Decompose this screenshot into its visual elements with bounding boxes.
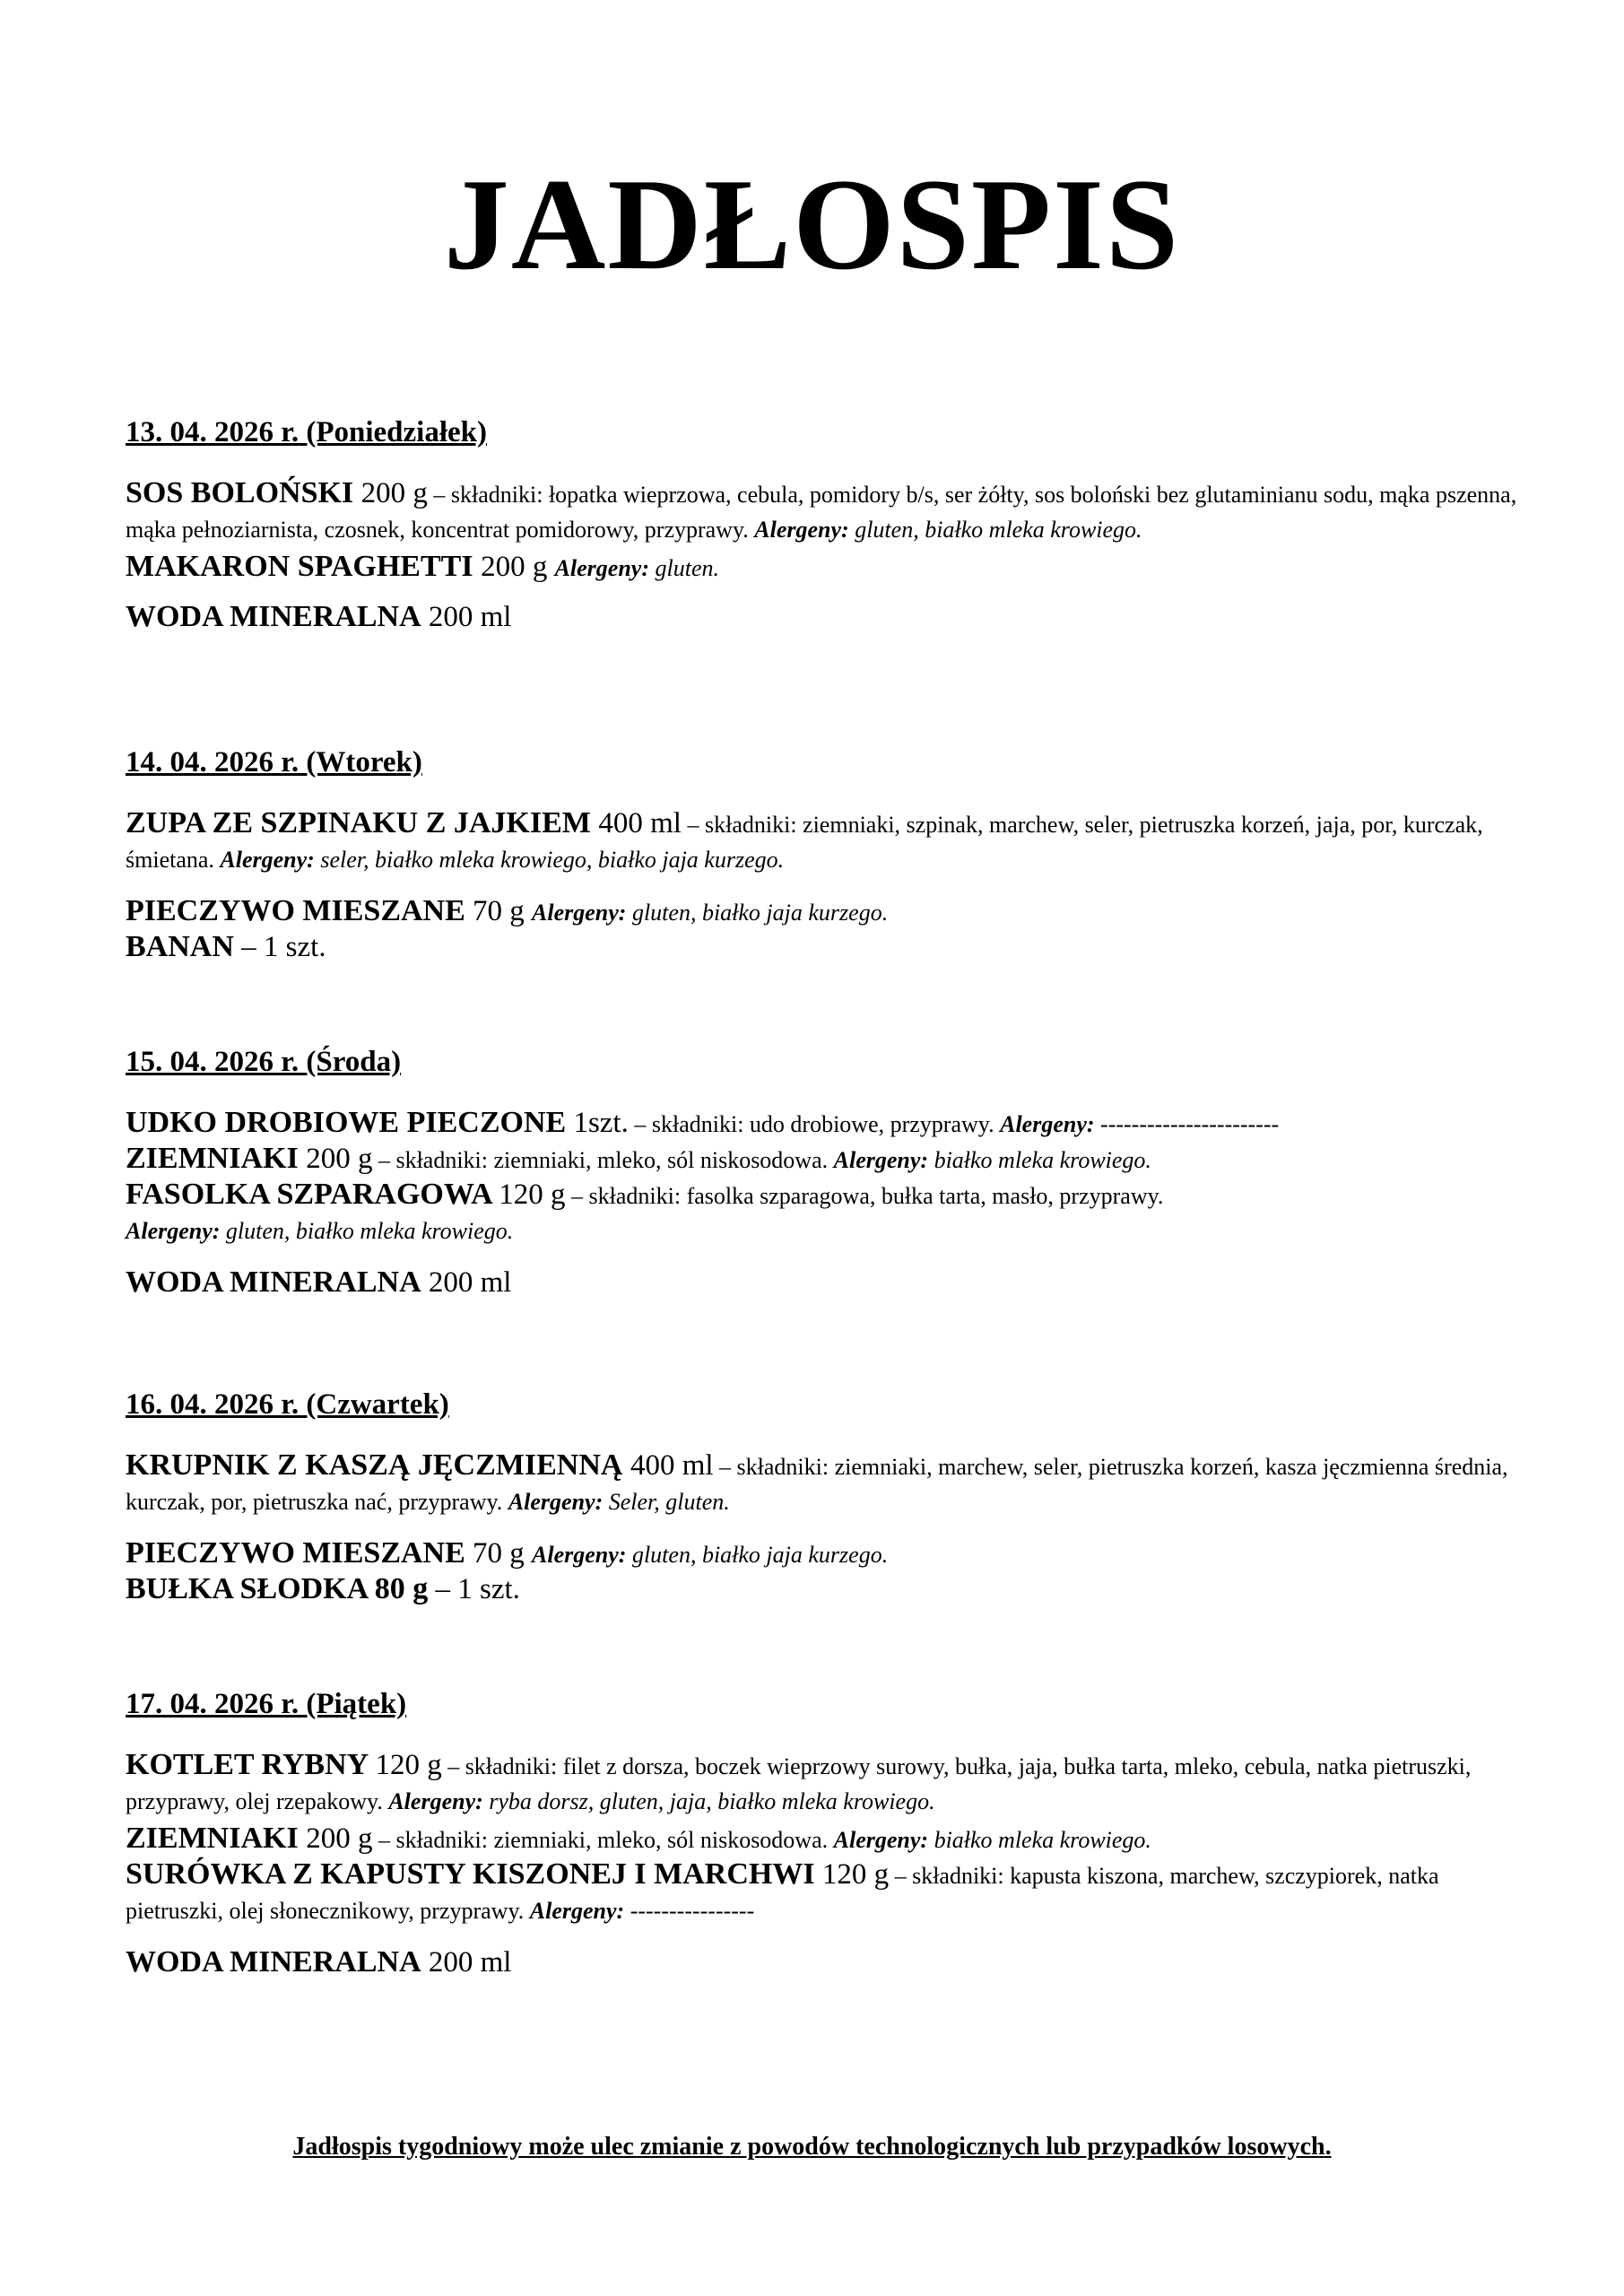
item-quantity: 200 ml [421, 1946, 512, 1979]
menu-item [126, 1747, 1524, 1821]
item-quantity: – 1 szt. [428, 1573, 520, 1605]
item-name: ZIEMNIAKI [126, 1142, 307, 1175]
page-title: JADŁOSPIS [443, 152, 1181, 297]
item-name: FASOLKA SZPARAGOWA [126, 1178, 499, 1211]
item-ingredients: – składniki: łopatka wieprzowa, cebula, pomidory b/s, ser żółty, sos boloński bez glutaminianu sodu, mąka pszenna, mąka pełnoziarnista, czosnek, koncentrat pomidorowy, przyprawy. [126, 482, 1517, 543]
allergen-list: białko mleka krowiego. [928, 1147, 1151, 1173]
menu-item [126, 1944, 1524, 1980]
menu-item [126, 805, 1524, 879]
menu-item [126, 1857, 1524, 1930]
item-name: WODA MINERALNA [126, 600, 421, 633]
day-date: 13. 04. 2026 r. (Poniedziałek) [126, 416, 488, 448]
menu-item [126, 549, 1524, 585]
item-name: BUŁKA SŁODKA 80 g [126, 1572, 429, 1605]
item-name: PIECZYWO MIESZANE [126, 1536, 465, 1570]
item-quantity: 200 ml [421, 601, 512, 633]
menu-item [126, 893, 1524, 929]
item-name: ZUPA ZE SZPINAKU Z JAJKIEM [126, 806, 599, 839]
allergen-label: Alergeny: [220, 847, 315, 873]
menu-item [126, 1571, 1524, 1607]
item-name: ZIEMNIAKI [126, 1822, 307, 1855]
item-quantity: 120 g [814, 1858, 890, 1891]
item-ingredients: – składniki: ziemniaki, mleko, sól niskosodowa. [372, 1827, 834, 1853]
item-quantity: 120 g [375, 1749, 442, 1781]
allergen-label: Alergeny: [833, 1827, 929, 1853]
item-ingredients: – składniki: ziemniaki, szpinak, marchew, seler, pietruszka korzeń, jaja, por, kurczak, śmietana. [126, 812, 1483, 873]
item-name: KOTLET RYBNY [126, 1748, 376, 1781]
allergen-label: Alergeny: [529, 1898, 625, 1924]
menu-item [126, 1265, 1524, 1300]
item-quantity: 200 g [481, 551, 555, 583]
allergen-label: Alergeny: [532, 900, 627, 926]
allergen-list: ryba dorsz, gluten, jaja, białko mleka krowiego. [482, 1788, 935, 1814]
allergen-label: Alergeny: [126, 1218, 221, 1244]
day-section-thursday [126, 1387, 1524, 1607]
allergen-list: gluten, białko jaja kurzego. [626, 1542, 889, 1568]
menu-item [126, 1535, 1524, 1571]
item-ingredients: – składniki: udo drobiowe, przyprawy. [628, 1111, 1001, 1137]
item-ingredients: – składniki: kapusta kiszona, marchew, szczypiorek, natka pietruszki, olej słonecznikowy, przyprawy. [126, 1863, 1439, 1924]
allergen-list: gluten, białko mleka krowiego. [220, 1218, 514, 1244]
item-name: KRUPNIK Z KASZĄ JĘCZMIENNĄ [126, 1448, 630, 1482]
allergen-label: Alergeny: [1000, 1111, 1095, 1137]
item-quantity: 120 g [499, 1178, 566, 1211]
item-ingredients: – składniki: ziemniaki, mleko, sól niskosodowa. [372, 1147, 834, 1173]
menu-item [126, 929, 1524, 965]
item-quantity: 1szt. [566, 1107, 629, 1139]
allergen-list: białko mleka krowiego. [928, 1827, 1151, 1853]
day-date: 17. 04. 2026 r. (Piątek) [126, 1688, 407, 1720]
allergen-list: gluten, białko jaja kurzego. [626, 900, 889, 926]
menu-item [126, 475, 1524, 549]
allergen-label: Alergeny: [508, 1489, 604, 1515]
allergen-list: ----------------------- [1094, 1111, 1280, 1137]
menu-item [126, 1177, 1524, 1250]
item-ingredients: – składniki: ziemniaki, marchew, seler, pietruszka korzeń, kasza jęczmienna średnia, kurczak, por, pietruszka nać, przyprawy. [126, 1454, 1508, 1515]
allergen-label: Alergeny: [754, 517, 849, 543]
allergen-list: Seler, gluten. [603, 1489, 730, 1515]
allergen-label: Alergeny: [554, 555, 649, 581]
day-section-friday [126, 1686, 1524, 1980]
item-name: UDKO DROBIOWE PIECZONE [126, 1106, 567, 1139]
day-section-monday [126, 414, 1524, 635]
item-quantity: 200 g [306, 1143, 373, 1175]
item-quantity: 200 g [360, 477, 428, 509]
allergen-label: Alergeny: [833, 1147, 929, 1173]
item-name: MAKARON SPAGHETTI [126, 550, 482, 583]
allergen-label: Alergeny: [388, 1788, 483, 1814]
item-quantity: 70 g [465, 895, 533, 927]
allergen-label: Alergeny: [532, 1542, 627, 1568]
item-ingredients: – składniki: fasolka szparagowa, bułka tarta, masło, przyprawy. [565, 1183, 1164, 1209]
footer-note: Jadłospis tygodniowy może ulec zmianie z powodów technologicznych lub przypadków losowych. [292, 2133, 1332, 2161]
item-name: PIECZYWO MIESZANE [126, 894, 465, 927]
item-quantity: 400 ml [630, 1449, 714, 1482]
menu-item [126, 1141, 1524, 1177]
item-quantity: 70 g [465, 1537, 533, 1570]
item-name: WODA MINERALNA [126, 1945, 421, 1979]
allergen-list: gluten. [649, 555, 719, 581]
allergen-list: gluten, białko mleka krowiego. [848, 517, 1142, 543]
menu-item [126, 1821, 1524, 1857]
item-quantity: – 1 szt. [233, 931, 326, 963]
item-quantity: 400 ml [598, 807, 682, 839]
allergen-list: seler, białko mleka krowiego, białko jaja kurzego. [314, 847, 785, 873]
item-name: WODA MINERALNA [126, 1265, 421, 1299]
item-name: SURÓWKA Z KAPUSTY KISZONEJ I MARCHWI [126, 1857, 815, 1891]
item-quantity: 200 ml [421, 1266, 512, 1299]
day-date: 15. 04. 2026 r. (Środa) [126, 1046, 402, 1078]
day-date: 14. 04. 2026 r. (Wtorek) [126, 746, 422, 778]
day-section-wednesday [126, 1044, 1524, 1300]
item-name: SOS BOLOŃSKI [126, 476, 361, 509]
menu-item [126, 1448, 1524, 1521]
item-quantity: 200 g [306, 1822, 373, 1855]
item-ingredients: – składniki: filet z dorsza, boczek wieprzowy surowy, bułka, jaja, bułka tarta, mleko, cebula, natka pietruszki, przyprawy, olej rzepakowy. [126, 1753, 1472, 1814]
allergen-list: ---------------- [624, 1898, 755, 1924]
day-date: 16. 04. 2026 r. (Czwartek) [126, 1388, 449, 1421]
day-section-tuesday [126, 744, 1524, 965]
menu-item [126, 1105, 1524, 1141]
item-name: BANAN [126, 930, 234, 963]
menu-item [126, 599, 1524, 635]
